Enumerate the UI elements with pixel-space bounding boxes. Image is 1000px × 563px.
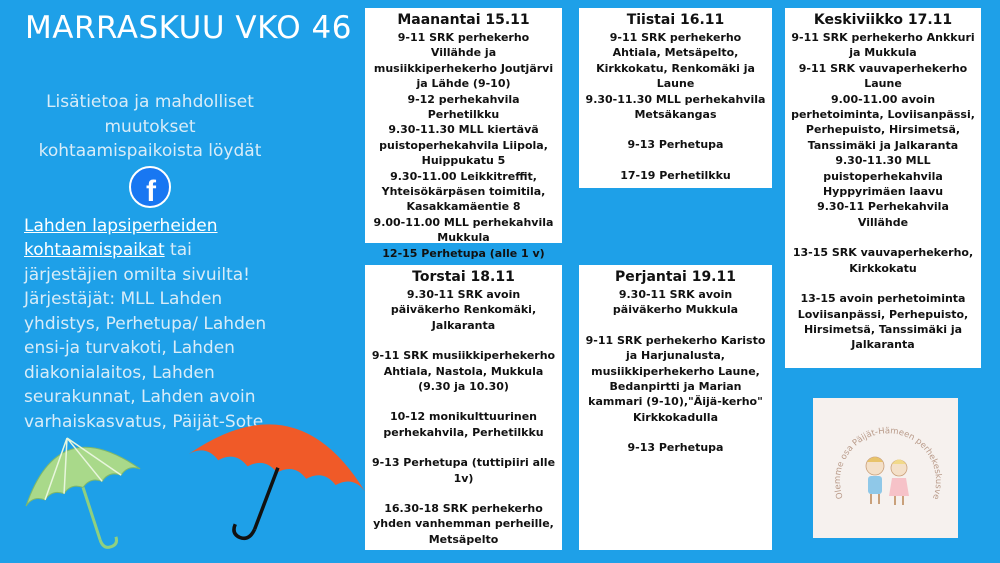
day-lines xyxy=(585,30,766,183)
schedule-spacer xyxy=(585,153,766,168)
info-panel xyxy=(20,90,280,434)
day-card-wednesday xyxy=(785,8,981,368)
schedule-spacer xyxy=(791,230,975,245)
schedule-spacer xyxy=(585,425,766,440)
page-title: MARRASKUU VKO 46 xyxy=(25,10,352,46)
day-card-friday xyxy=(579,265,772,550)
schedule-line: 9-12 perhekahvila Perhetilkku xyxy=(407,92,520,122)
schedule-line: 9.30-11.30 MLL perhekahvila Metsäkangas xyxy=(585,92,766,122)
day-card-monday xyxy=(365,8,562,260)
day-heading: Perjantai 19.11 xyxy=(615,269,736,285)
day-lines xyxy=(585,287,766,456)
schedule-line: 10-12 monikulttuurinen perhekahvila, Perhetilkku xyxy=(383,410,544,439)
svg-text:Olemme osa Päijät-Hämeen perhe: Olemme osa Päijät-Hämeen perhekeskusve xyxy=(832,426,944,501)
schedule-line: 9.30-11 SRK avoin päiväkerho Renkomäki, Jalkaranta xyxy=(390,288,537,332)
schedule-line: 9-11 SRK perhekerho Karisto ja Harjunalusta, musiikkiperhekerho Laune, Bedanpirtti ja Marian kammari (9-10),"Äijä-kerho" Kirkkokadulla xyxy=(585,333,766,424)
schedule-line: 9-11 SRK perhekerho Ahtiala, Metsäpelto, Kirkkokatu, Renkomäki ja Laune xyxy=(596,31,755,91)
day-card-thursday xyxy=(365,265,562,550)
schedule-spacer xyxy=(585,122,766,137)
schedule-line: 9-11 SRK vauvaperhekerho Laune xyxy=(798,61,968,91)
schedule-line: 9-11 SRK perhekerho Ankkuri ja Mukkula xyxy=(791,31,975,60)
schedule-spacer xyxy=(371,486,556,501)
schedule-line: 9-11 SRK musiikkiperhekerho Ahtiala, Nastola, Mukkula (9.30 ja 10.30) xyxy=(371,349,556,394)
kohtaamispaikat-link[interactable]: Lahden lapsiperheiden kohtaamispaikat xyxy=(24,215,218,260)
day-lines xyxy=(371,30,556,261)
info-organizers: Järjestäjät: MLL Lahden yhdistys, Perhetupa/ Lahden ensi-ja turvakoti, Lahden diakonialaitos, Lahden seurakunnat, Lahden avoin varhaiskasvatus, Päijät-Sote xyxy=(24,289,267,432)
schedule-line: 9-13 Perhetupa xyxy=(627,441,724,455)
green-umbrella-icon xyxy=(10,418,150,558)
schedule-line: 9.30-11 Perhekahvila Villähde xyxy=(817,200,949,229)
schedule-line: 12-15 Perhetupa (alle 1 v) xyxy=(382,246,545,260)
schedule-spacer xyxy=(585,318,766,333)
facebook-icon[interactable] xyxy=(129,166,171,208)
schedule-line: 13-15 SRK vauvaperhekerho, Kirkkokatu xyxy=(792,246,974,275)
day-heading: Keskiviikko 17.11 xyxy=(813,12,953,28)
schedule-line: 16.30-18 SRK perhekerho yhden vanhemman perheille, Metsäpelto xyxy=(373,502,554,546)
schedule-line: 9.30-11 SRK avoin päiväkerho Mukkula xyxy=(612,288,739,317)
schedule-line: 9.30-11.00 Leikkitreffit, Yhteisökärpäsen toimitila, Kasakkamäentie 8 xyxy=(381,169,546,214)
schedule-line: 13-15 avoin perhetoiminta Loviisanpässi, Perhepuisto, Hirsimetsä, Tanssimäki ja Jalkaranta xyxy=(797,292,969,352)
svg-text:f: f xyxy=(146,174,156,206)
schedule-line: 9.00-11.00 avoin perhetoiminta, Loviisanpässi, Perhepuisto, Hirsimetsä, Tanssimäki ja Jalkaranta xyxy=(791,92,975,152)
schedule-line: 17-19 Perhetilkku xyxy=(620,168,731,182)
schedule-line: 9.30-11.30 MLL kiertävä puistoperhekahvila Liipola, Huippukatu 5 xyxy=(379,123,548,168)
perhekeskus-logo xyxy=(813,398,958,538)
day-heading: Maanantai 15.11 xyxy=(397,12,530,28)
day-lines xyxy=(791,30,975,353)
info-intro: Lisätietoa ja mahdolliset muutokset kohtaamispaikoista löydät xyxy=(38,92,262,161)
info-after-link: tai järjestäjien omilta sivuilta! xyxy=(24,240,250,285)
day-heading: Torstai 18.11 xyxy=(412,269,515,285)
day-card-tuesday xyxy=(579,8,772,188)
schedule-line: 9-13 Perhetupa (tuttipiiri alle 1v) xyxy=(371,456,556,485)
schedule-spacer xyxy=(791,276,975,291)
day-lines xyxy=(371,287,556,547)
schedule-spacer xyxy=(371,394,556,409)
schedule-line: 9-13 Perhetupa xyxy=(627,138,724,152)
red-umbrella-icon xyxy=(180,398,380,558)
schedule-line: 9.00-11.00 MLL perhekahvila Mukkula xyxy=(373,215,554,245)
schedule-line: 9-11 SRK perhekerho Villähde ja musiikkiperhekerho Joutjärvi ja Lähde (9-10) xyxy=(373,31,554,91)
day-heading: Tiistai 16.11 xyxy=(626,12,725,28)
schedule-line: 9.30-11.30 MLL puistoperhekahvila Hyppyrimäen laavu xyxy=(822,154,944,199)
schedule-spacer xyxy=(371,440,556,455)
schedule-spacer xyxy=(371,333,556,348)
